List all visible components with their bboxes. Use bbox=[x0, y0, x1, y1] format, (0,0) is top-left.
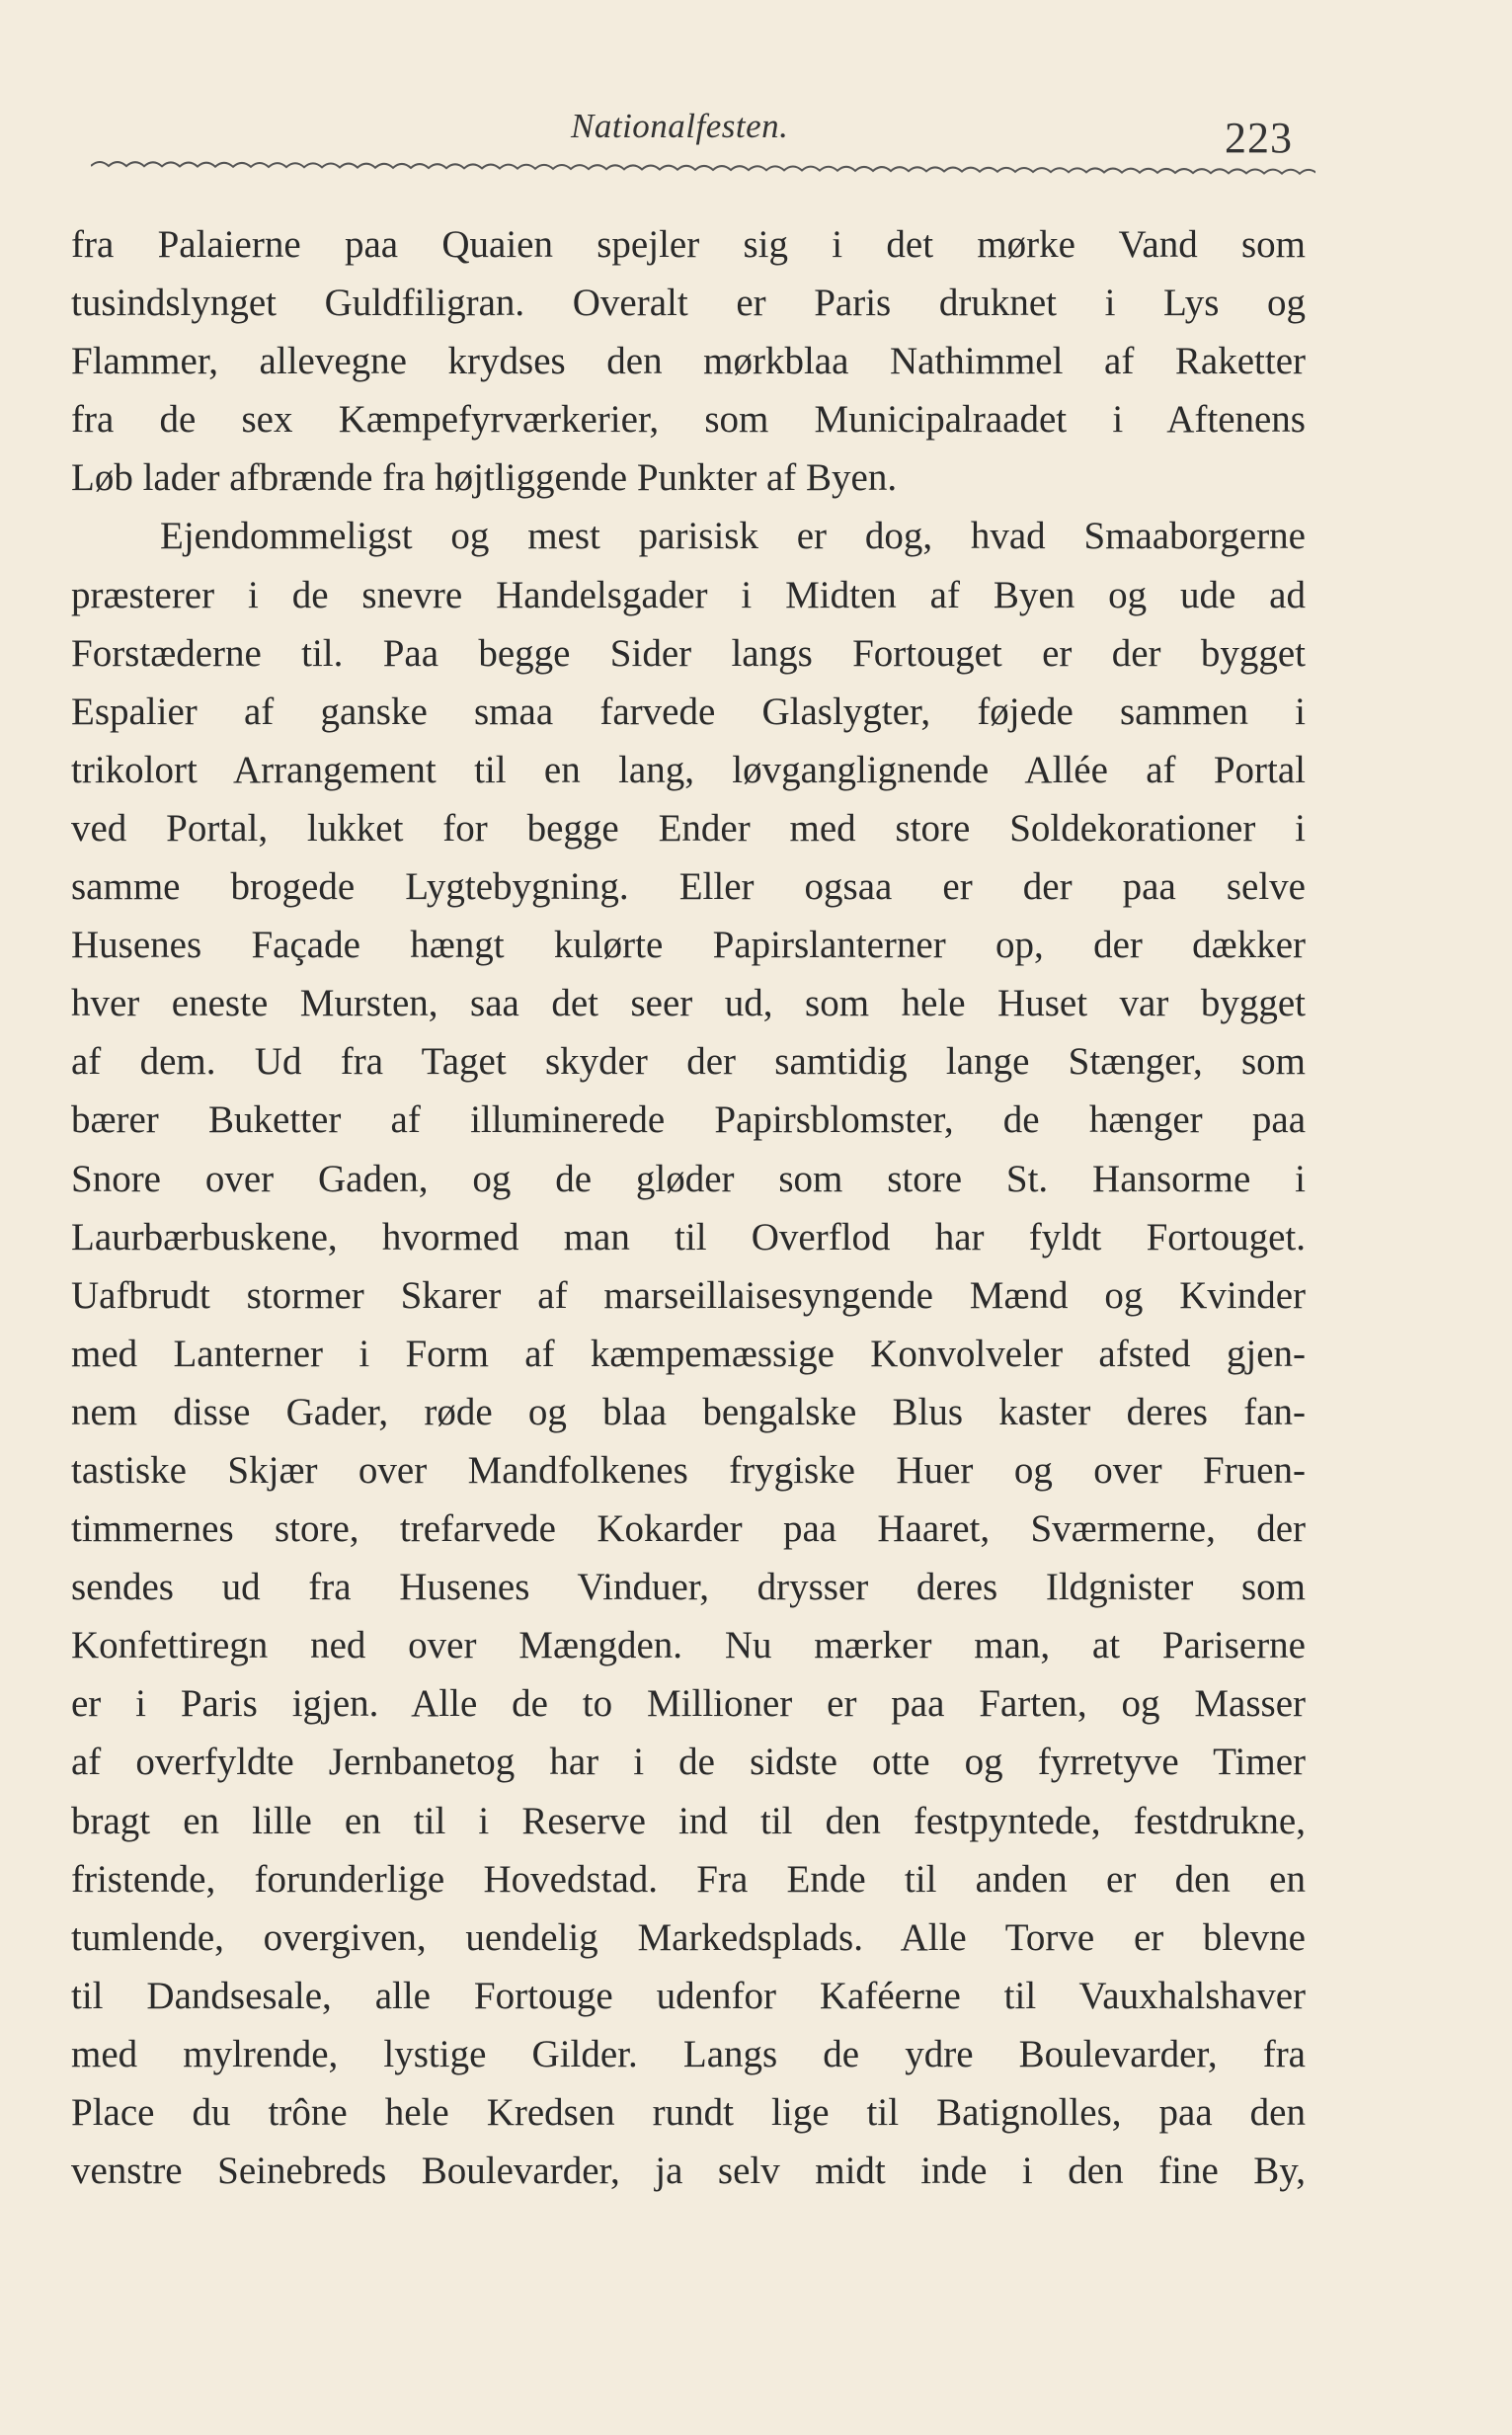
text-line: præsterer i de snevre Handelsgader i Midten af Byen og ude ad bbox=[71, 573, 1306, 616]
text-line: sendes ud fra Husenes Vinduer, drysser deres Ildgnister som bbox=[71, 1566, 1306, 1609]
text-line: timmernes store, trefarvede Kokarder paa Haaret, Sværmerne, der bbox=[71, 1507, 1306, 1551]
text-line: tastiske Skjær over Mandfolkenes frygiske Huer og over Fruen- bbox=[71, 1448, 1306, 1492]
text-line: samme brogede Lygtebygning. Eller ogsaa er der paa selve bbox=[71, 865, 1306, 909]
body-text bbox=[71, 215, 1306, 2200]
text-line: Place du trône hele Kredsen rundt lige til Batignolles, paa den bbox=[71, 2091, 1306, 2134]
page-number: 223 bbox=[1225, 114, 1293, 162]
text-line: fristende, forunderlige Hovedstad. Fra Ende til anden er den en bbox=[71, 1857, 1306, 1901]
text-line: bærer Buketter af illuminerede Papirsblomster, de hænger paa bbox=[71, 1098, 1306, 1142]
running-head bbox=[0, 107, 1512, 162]
text-line: Espalier af ganske smaa farvede Glaslygter, føjede sammen i bbox=[71, 690, 1306, 733]
text-line: Forstæderne til. Paa begge Sider langs Fortouget er der bygget bbox=[71, 631, 1306, 675]
text-line: tumlende, overgiven, uendelig Markedsplads. Alle Torve er blevne bbox=[71, 1915, 1306, 1959]
text-line: Husenes Façade hængt kulørte Papirslanterner op, der dækker bbox=[71, 924, 1306, 967]
text-line: tusindslynget Guldfiligran. Overalt er Paris druknet i Lys og bbox=[71, 282, 1306, 325]
text-line: af overfyldte Jernbanetog har i de sidste otte og fyrretyve Timer bbox=[71, 1741, 1306, 1784]
text-line: ved Portal, lukket for begge Ender med store Soldekorationer i bbox=[71, 806, 1306, 850]
text-line: til Dandsesale, alle Fortouge udenfor Kaféerne til Vauxhalshaver bbox=[71, 1974, 1306, 2017]
text-line: bragt en lille en til i Reserve ind til den festpyntede, festdrukne, bbox=[71, 1799, 1306, 1842]
text-line-last: Løb lader afbrænde fra højtliggende Punkter af Byen. bbox=[71, 456, 898, 500]
text-line: med mylrende, lystige Gilder. Langs de ydre Boulevarder, fra bbox=[71, 2032, 1306, 2075]
text-line: Laurbærbuskene, hvormed man til Overflod har fyldt Fortouget. bbox=[71, 1215, 1306, 1258]
text-line: Snore over Gaden, og de gløder som store St. Hansorme i bbox=[71, 1157, 1306, 1200]
text-line: fra de sex Kæmpefyrværkerier, som Municipalraadet i Aftenens bbox=[71, 398, 1306, 442]
text-line: fra Palaierne paa Quaien spejler sig i det mørke Vand som bbox=[71, 223, 1306, 266]
text-line: Konfettiregn ned over Mængden. Nu mærker man, at Pariserne bbox=[71, 1624, 1306, 1667]
text-line: af dem. Ud fra Taget skyder der samtidig lange Stænger, som bbox=[71, 1040, 1306, 1084]
text-line: nem disse Gader, røde og blaa bengalske Blus kaster deres fan- bbox=[71, 1390, 1306, 1433]
text-line: Uafbrudt stormer Skarer af marseillaisesyngende Mænd og Kvinder bbox=[71, 1273, 1306, 1317]
text-line: trikolort Arrangement til en lang, løvganglignende Allée af Portal bbox=[71, 748, 1306, 791]
text-line: venstre Seinebreds Boulevarder, ja selv midt inde i den fine By, bbox=[71, 2150, 1306, 2193]
text-line: med Lanterner i Form af kæmpemæssige Konvolveler afsted gjen- bbox=[71, 1332, 1306, 1375]
text-line-paragraph-start: Ejendommeligst og mest parisisk er dog, hvad Smaaborgerne bbox=[160, 515, 1306, 558]
text-line: hver eneste Mursten, saa det seer ud, som hele Huset var bygget bbox=[71, 982, 1306, 1025]
text-line: Flammer, allevegne krydses den mørkblaa Nathimmel af Raketter bbox=[71, 340, 1306, 383]
text-line: er i Paris igjen. Alle de to Millioner er paa Farten, og Masser bbox=[71, 1682, 1306, 1726]
running-title: Nationalfesten. bbox=[571, 107, 789, 145]
ornamental-rule bbox=[91, 154, 1315, 188]
